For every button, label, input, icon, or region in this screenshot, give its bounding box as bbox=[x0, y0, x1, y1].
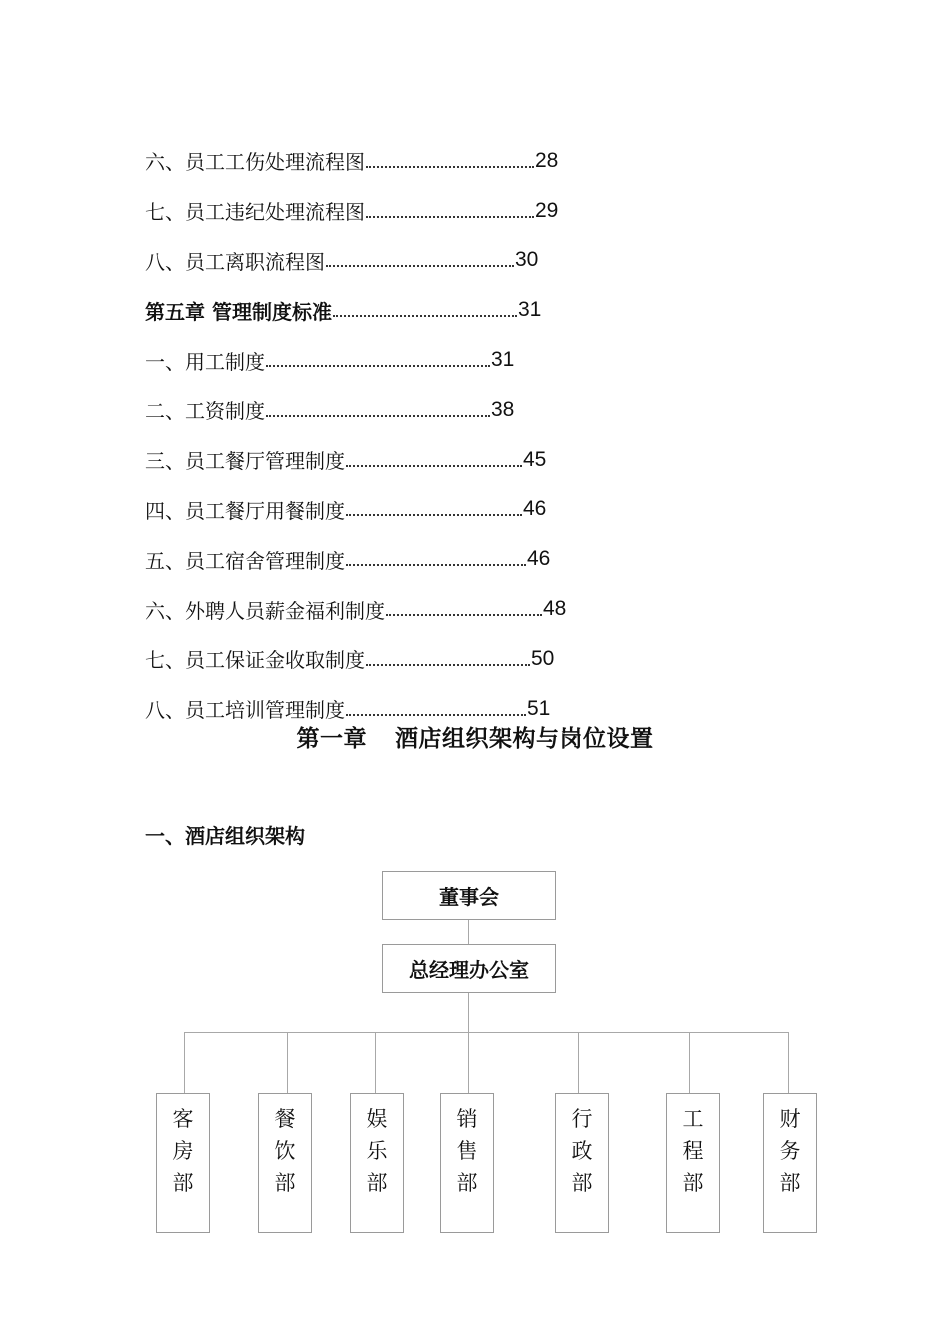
department-char: 程 bbox=[682, 1139, 704, 1163]
chapter-number: 第一章 bbox=[296, 726, 367, 752]
connector-department bbox=[788, 1032, 789, 1093]
connector-department bbox=[375, 1032, 376, 1093]
toc-entry bbox=[145, 435, 665, 485]
connector-department bbox=[689, 1032, 690, 1093]
toc-entry-page: 30 bbox=[515, 248, 539, 272]
department-char: 乐 bbox=[366, 1139, 388, 1163]
toc-entry-title: 三、员工餐厅管理制度 bbox=[145, 449, 345, 474]
toc-entry-page: 45 bbox=[523, 447, 547, 471]
toc-entry-title: 五、员工宿舍管理制度 bbox=[145, 548, 345, 573]
connector-department bbox=[468, 1032, 469, 1093]
toc-entry bbox=[145, 534, 665, 584]
org-box-department bbox=[763, 1093, 817, 1233]
department-char: 政 bbox=[571, 1139, 593, 1163]
connector-board-office bbox=[468, 920, 469, 944]
toc-entry-page: 38 bbox=[491, 397, 515, 421]
toc-leader-dots bbox=[386, 612, 542, 616]
department-char: 部 bbox=[571, 1171, 593, 1195]
toc-entry-title: 第五章 管理制度标准 bbox=[145, 299, 332, 324]
toc-entry-page: 46 bbox=[527, 547, 551, 571]
department-char: 财 bbox=[779, 1107, 801, 1131]
toc-entry bbox=[145, 236, 665, 286]
toc-entry-title: 七、员工保证金收取制度 bbox=[145, 648, 365, 673]
toc-entry-page: 31 bbox=[491, 348, 515, 372]
toc-entry bbox=[145, 634, 665, 684]
toc-entry bbox=[145, 584, 665, 634]
department-char: 售 bbox=[456, 1139, 478, 1163]
toc-entry-title: 八、员工培训管理制度 bbox=[145, 698, 345, 723]
toc-entry-page: 48 bbox=[543, 597, 567, 621]
org-box-department bbox=[350, 1093, 404, 1233]
department-char: 部 bbox=[274, 1171, 296, 1195]
department-char: 工 bbox=[682, 1107, 704, 1131]
toc-entry-title: 四、员工餐厅用餐制度 bbox=[145, 498, 345, 523]
department-char: 部 bbox=[366, 1171, 388, 1195]
toc-leader-dots bbox=[346, 712, 526, 716]
toc-entry-page: 51 bbox=[527, 696, 551, 720]
department-char: 饮 bbox=[274, 1139, 296, 1163]
toc-leader-dots bbox=[346, 562, 526, 566]
org-box-gm-office: 总经理办公室 bbox=[382, 944, 556, 993]
toc-entry-title: 二、工资制度 bbox=[145, 399, 265, 424]
toc-leader-dots bbox=[366, 662, 530, 666]
toc-leader-dots bbox=[326, 263, 514, 267]
connector-office-bus bbox=[468, 993, 469, 1032]
connector-department bbox=[287, 1032, 288, 1093]
toc-entry-title: 八、员工离职流程图 bbox=[145, 249, 325, 274]
org-box-department bbox=[666, 1093, 720, 1233]
toc-entry bbox=[145, 285, 665, 335]
chapter-name: 酒店组织架构与岗位设置 bbox=[395, 726, 654, 752]
department-char: 务 bbox=[779, 1139, 801, 1163]
department-char: 部 bbox=[779, 1171, 801, 1195]
org-box-department bbox=[156, 1093, 210, 1233]
org-box-board: 董事会 bbox=[382, 871, 556, 920]
toc-entry bbox=[145, 335, 665, 385]
toc-entry bbox=[145, 186, 665, 236]
department-char: 部 bbox=[682, 1171, 704, 1195]
toc-entry-title: 六、外聘人员薪金福利制度 bbox=[145, 598, 385, 623]
toc-leader-dots bbox=[346, 512, 522, 516]
toc-leader-dots bbox=[266, 363, 490, 367]
toc-entry bbox=[145, 485, 665, 535]
toc-entry-page: 31 bbox=[517, 298, 542, 322]
toc-leader-dots bbox=[366, 164, 534, 168]
toc-entry-page: 50 bbox=[531, 646, 555, 670]
toc-entry-title: 六、员工工伤处理流程图 bbox=[145, 150, 365, 175]
table-of-contents bbox=[145, 136, 665, 734]
chapter-title bbox=[0, 720, 950, 753]
connector-department bbox=[184, 1032, 185, 1093]
department-char: 客 bbox=[172, 1107, 194, 1131]
department-char: 房 bbox=[172, 1139, 194, 1163]
org-box-department bbox=[555, 1093, 609, 1233]
department-char: 餐 bbox=[274, 1107, 296, 1131]
toc-entry-title: 七、员工违纪处理流程图 bbox=[145, 200, 365, 225]
toc-leader-dots bbox=[266, 413, 490, 417]
toc-entry-title: 一、用工制度 bbox=[145, 349, 265, 374]
connector-bus bbox=[184, 1032, 788, 1033]
toc-leader-dots bbox=[366, 214, 534, 218]
toc-entry bbox=[145, 136, 665, 186]
department-char: 部 bbox=[172, 1171, 194, 1195]
toc-leader-dots bbox=[333, 313, 517, 317]
toc-leader-dots bbox=[346, 463, 522, 467]
org-box-department bbox=[440, 1093, 494, 1233]
toc-entry-page: 46 bbox=[523, 497, 547, 521]
toc-entry-page: 28 bbox=[535, 148, 559, 172]
connector-department bbox=[578, 1032, 579, 1093]
department-char: 娱 bbox=[366, 1107, 388, 1131]
section-title: 一、酒店组织架构 bbox=[145, 824, 305, 848]
department-char: 部 bbox=[456, 1171, 478, 1195]
toc-entry bbox=[145, 385, 665, 435]
department-char: 销 bbox=[456, 1107, 478, 1131]
org-box-department bbox=[258, 1093, 312, 1233]
department-char: 行 bbox=[571, 1107, 593, 1131]
toc-entry-page: 29 bbox=[535, 198, 559, 222]
